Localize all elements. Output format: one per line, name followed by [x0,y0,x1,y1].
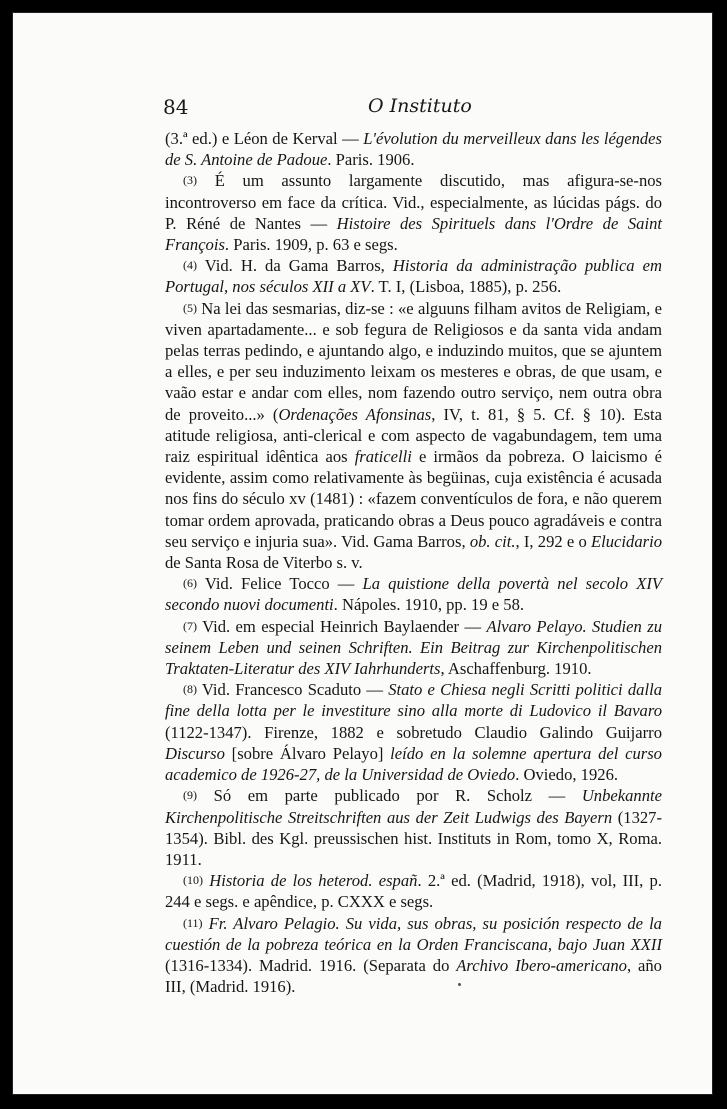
footnote-text: , IV, t. 81, § 5. Cf. § 10). Esta atitude religiosa, anti-clerical e com aspecto de vagabundagem, tem uma raiz espiritual idêntica aos [165,404,663,467]
footnotes-block [165,128,662,997]
italic-title: L'évolution du merveilleux dans les légendes de S. Antoine de Padoue [165,129,662,170]
footnote-text: , Aschaffenburg. 1910. [440,659,592,679]
footnote-text: , año III, (Madrid. 1916). [165,955,662,997]
footnote-text: e irmãos da pobreza. O laicismo é evidente, assim como relativamente às begüinas, cuja existência é acusada nos fins do século xv (1481) : «fazem conventículos de fora, e não querem tomar ordem aprovada, praticando obras a Deus pouco agradáveis e contra seu serviço e injuria sua». Vid. Gama Barros, [165,447,662,551]
footnote-text: (1316-1334). Madrid. 1916. (Separata do [165,955,457,975]
italic-title: Elucidario [591,531,662,551]
italic-title: Stato e Chiesa negli Scritti politici dalla fine della lotta per le investiture sino alla morte di Ludovico il Bavaro [165,680,662,721]
footnote [165,679,662,785]
footnote-text: Vid. Felice Tocco — [197,574,363,594]
footnote [165,255,662,297]
footnote [165,170,662,255]
footnote-text: Na lei das sesmarias, diz-se : «e alguuns filham avitos de Religiam, e viven apartadamente... e sob fegura de Religiosos e da santa vida andam pelas terras pedindo, e ajuntando algo, e induzindo muitos, que se ajuntem a elles, e per seu induzimento leixam os mesteres e obras, de que usam, e vaão estar e andar com elles, nom fazendo outro serviço, nem outra obra de proveito...» ( [165,298,662,424]
italic-title: leído en la solemne apertura del curso academico de 1926-27, de la Universidad de Oviedo [165,743,662,785]
footnote-marker: (11) [183,915,203,930]
footnote-marker: (7) [183,618,197,633]
footnote-text: Vid. Francesco Scaduto — [197,680,389,700]
footnote-text: . Nápoles. 1910, pp. 19 e 58. [333,595,525,615]
footnote-text: (3.ª ed.) e Léon de Kerval — [165,129,364,148]
italic-title: Ordenações Afonsinas [278,404,432,424]
italic-title: ob. cit. [469,531,516,551]
book-page [12,12,713,1095]
italic-title: Discurso [165,743,225,763]
footnote-marker: (10) [183,873,203,888]
footnote-text: Só em parte publicado por R. Scholz — [197,786,582,806]
italic-title: Unbekannte Kirchenpolitische Streitschriften aus der Zeit Ludwigs des Bayern [165,786,662,827]
footnote [165,573,662,615]
footnote [165,913,662,998]
footnote-text: . Paris. 1909, p. 63 e segs. [224,235,398,255]
footnote [165,616,662,680]
footnote-marker: (4) [183,258,197,273]
footnote-text: . Paris. 1906. [327,150,415,170]
running-title: O Instituto [368,95,472,117]
page-header [163,95,683,119]
italic-title: Archivo Ibero-americano [456,955,627,975]
footnote-text: Vid. H. da Gama Barros, [197,256,393,276]
italic-title: Fr. Alvaro Pelagio. Su vida, sus obras, su posición respecto de la cuestión de la pobreza teórica en la Orden Franciscana, bajo Juan XXII [165,913,662,954]
italic-title: Histoire des Spirituels dans l'Ordre de Saint François [165,213,662,255]
footnote-text: É um assunto largamente discutido, mas afigura-se-nos incontroverso em face da crítica. Vid., especialmente, as lúcidas págs. do P. Réné de Nantes — [165,171,662,233]
footnote-text: de Santa Rosa de Viterbo s. v. [165,553,363,573]
footnote-marker: (3) [183,173,197,188]
footnote-text: . 2.ª ed. (Madrid, 1918), vol, III, p. 244 e segs. e apêndice, p. CXXX e segs. [165,871,662,912]
footnote [165,298,662,574]
footnote-text: . Oviedo, 1926. [515,765,619,785]
page-number: 84 [163,95,189,119]
footnote-marker: (5) [183,300,197,315]
footnote-marker: (8) [183,682,197,697]
footnote [165,785,662,870]
footnote-text: (1327-1354). Bibl. des Kgl. preussischen hist. Instituts in Rom, tomo X, Roma. 1911. [165,807,662,869]
italic-title: Alvaro Pelayo. Studien zu seinem Leben und seinen Schriften. Ein Beitrag zur Kirchenpolitischen Traktaten-Literatur des XIV Iahrhunderts [165,616,662,679]
footnote-marker: (6) [183,576,197,591]
italic-title: fraticelli [354,447,412,467]
footnote-text: . T. I, (Lisboa, 1885), p. 256. [370,277,562,297]
footnote-text: , I, 292 e o [515,531,592,551]
footnote-text: (1122-1347). Firenze, 1882 e sobretudo Claudio Galindo Guijarro [165,722,662,742]
italic-title: Historia da administração publica em Portugal, nos séculos XII a XV [165,256,663,297]
specks [458,983,461,986]
italic-title: La quistione della povertà nel secolo XIV secondo nuovi documenti [165,574,662,615]
italic-title: Historia de los heterod. españ [209,871,418,891]
footnote-continuation [165,128,662,170]
footnote-marker: (9) [183,788,197,803]
footnote-text: [sobre Álvaro Pelayo] [224,743,391,763]
footnote [165,870,662,912]
footnote-text: Vid. em especial Heinrich Baylaender — [197,616,487,636]
